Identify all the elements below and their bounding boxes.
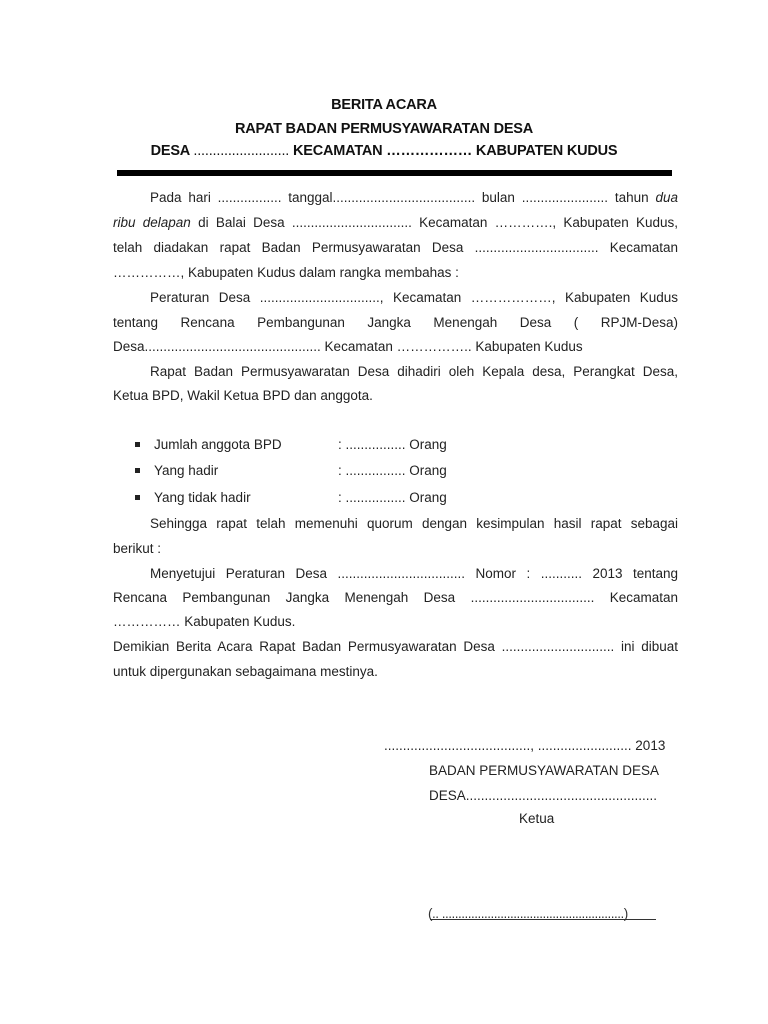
attendance-item: Jumlah anggota BPD : ................ Orang bbox=[135, 436, 447, 454]
paragraph-4-line-2: berikut : bbox=[113, 541, 162, 556]
paragraph-2-line-2: tentang Rencana Pembangunan Jangka Menengah Desa ( RPJM-Desa) bbox=[113, 315, 678, 330]
header-divider bbox=[117, 170, 672, 176]
signature-role: Ketua bbox=[519, 811, 555, 826]
paragraph-2-line-1: Peraturan Desa ................................, Kecamatan ………………, Kabupaten Kudus bbox=[150, 290, 678, 305]
paragraph-1-line-2: ribu delapan di Balai Desa ................................ Kecamatan …………., Kabupaten Kudus, bbox=[113, 215, 678, 230]
bullet-square-icon bbox=[135, 468, 140, 473]
paragraph-1-line-1: Pada hari ................. tanggal...................................... bulan ....................... tahun dua bbox=[150, 190, 678, 205]
desa-blank: ......................... bbox=[193, 143, 290, 159]
paragraph-3-line-1: Rapat Badan Permusyawaratan Desa dihadiri oleh Kepala desa, Perangkat Desa, bbox=[150, 364, 678, 379]
doc-location-line bbox=[0, 143, 768, 159]
signature-name-blank: (.. ........................................................) bbox=[428, 906, 628, 921]
doc-title: BERITA ACARA bbox=[331, 97, 437, 113]
kecamatan-label: KECAMATAN ……………… bbox=[292, 143, 473, 159]
paragraph-5-line-2: Rencana Pembangunan Jangka Menengah Desa ................................. Kecamatan bbox=[113, 590, 678, 605]
signature-place-date: ......................................., ......................... 2013 bbox=[384, 738, 666, 753]
attendance-item: Yang hadir : ................ Orang bbox=[135, 462, 447, 480]
signature-organization: BADAN PERMUSYAWARATAN DESA bbox=[429, 763, 660, 778]
signature-desa: DESA................................................... bbox=[429, 788, 658, 803]
bullet-square-icon bbox=[135, 442, 140, 447]
doc-subtitle: RAPAT BADAN PERMUSYAWARATAN DESA bbox=[234, 121, 534, 137]
paragraph-6-line-1: Demikian Berita Acara Rapat Badan Permusyawaratan Desa .............................. ini dibuat bbox=[113, 639, 678, 654]
signature-underline bbox=[430, 919, 656, 920]
paragraph-5-line-3: …………… Kabupaten Kudus. bbox=[113, 614, 296, 629]
paragraph-4-line-1: Sehingga rapat telah memenuhi quorum dengan kesimpulan hasil rapat sebagai bbox=[150, 516, 678, 531]
attendance-item: Yang tidak hadir : ................ Orang bbox=[135, 489, 447, 507]
paragraph-1-line-3: telah diadakan rapat Badan Permusyawaratan Desa ................................. Kecamatan bbox=[113, 240, 678, 255]
bullet-square-icon bbox=[135, 495, 140, 500]
kabupaten-label: KABUPATEN KUDUS bbox=[475, 143, 618, 159]
desa-label: DESA bbox=[150, 143, 190, 159]
paragraph-3-line-2: Ketua BPD, Wakil Ketua BPD dan anggota. bbox=[113, 388, 373, 403]
paragraph-5-line-1: Menyetujui Peraturan Desa .................................. Nomor : ........... 2013 tentang bbox=[150, 566, 678, 581]
paragraph-1-line-4: ……………, Kabupaten Kudus dalam rangka membahas : bbox=[113, 265, 459, 280]
paragraph-2-line-3: Desa............................................... Kecamatan …………….. Kabupaten Kudus bbox=[113, 339, 583, 354]
paragraph-6-line-2: untuk dipergunakan sebagaimana mestinya. bbox=[113, 664, 378, 679]
